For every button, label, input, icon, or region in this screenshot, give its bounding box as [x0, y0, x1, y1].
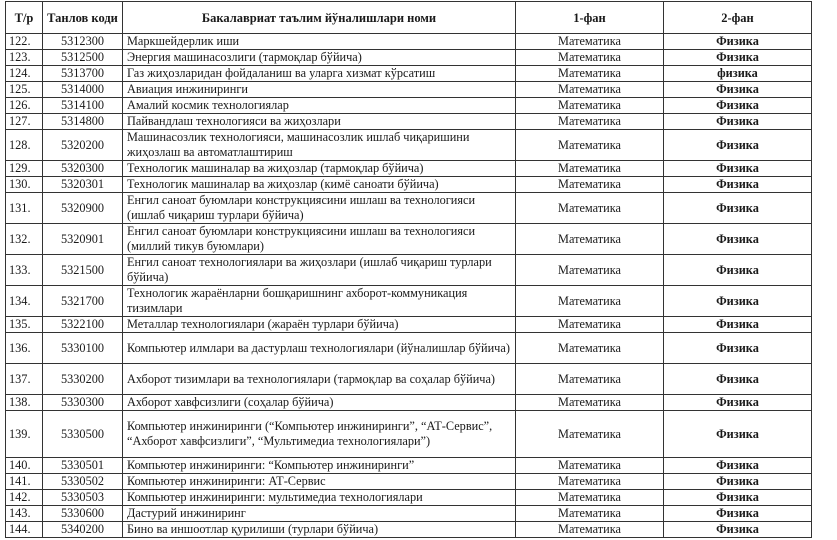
- program-code: 5320301: [43, 177, 123, 193]
- program-code: 5330200: [43, 364, 123, 395]
- program-name: Бино ва иншоотлар қурилиши (турлари бўйича): [123, 522, 516, 538]
- program-name: Дастурий инжиниринг: [123, 506, 516, 522]
- subject-2: Физика: [664, 317, 812, 333]
- row-number: 141.: [6, 474, 43, 490]
- row-number: 139.: [6, 411, 43, 458]
- programs-table: [5, 1, 812, 538]
- table-row: [6, 506, 812, 522]
- row-number: 136.: [6, 333, 43, 364]
- table-row: [6, 34, 812, 50]
- table-row: [6, 224, 812, 255]
- program-name: Компьютер инжиниринги: АТ-Сервис: [123, 474, 516, 490]
- subject-2: Физика: [664, 522, 812, 538]
- subject-1: Математика: [516, 474, 664, 490]
- subject-1: Математика: [516, 130, 664, 161]
- program-code: 5340200: [43, 522, 123, 538]
- table-row: [6, 458, 812, 474]
- subject-1: Математика: [516, 458, 664, 474]
- table-row: [6, 177, 812, 193]
- program-code: 5322100: [43, 317, 123, 333]
- subject-1: Математика: [516, 66, 664, 82]
- program-name: Машинасозлик технологияси, машинасозлик ишлаб чиқаришини жиҳозлаш ва автоматлаштириш: [123, 130, 516, 161]
- program-name: Енгил саноат буюмлари конструкциясини ишлаш ва технологияси (ишлаб чиқариш турлари бўйича): [123, 193, 516, 224]
- row-number: 135.: [6, 317, 43, 333]
- program-name: Авиация инжиниринги: [123, 82, 516, 98]
- program-code: 5320900: [43, 193, 123, 224]
- header-num: Т/р: [6, 2, 43, 34]
- table-row: [6, 395, 812, 411]
- row-number: 140.: [6, 458, 43, 474]
- table-row: [6, 193, 812, 224]
- row-number: 131.: [6, 193, 43, 224]
- table-row: [6, 317, 812, 333]
- header-name: Бакалавриат таълим йўналишлари номи: [123, 2, 516, 34]
- program-name: Технологик машиналар ва жиҳозлар (кимё саноати бўйича): [123, 177, 516, 193]
- program-code: 5330502: [43, 474, 123, 490]
- row-number: 125.: [6, 82, 43, 98]
- subject-1: Математика: [516, 286, 664, 317]
- program-name: Технологик жараёнларни бошқаришнинг ахборот-коммуникация тизимлари: [123, 286, 516, 317]
- program-name: Газ жиҳозларидан фойдаланиш ва уларга хизмат кўрсатиш: [123, 66, 516, 82]
- subject-1: Математика: [516, 34, 664, 50]
- row-number: 127.: [6, 114, 43, 130]
- subject-1: Математика: [516, 82, 664, 98]
- program-code: 5321700: [43, 286, 123, 317]
- subject-1: Математика: [516, 193, 664, 224]
- program-code: 5312500: [43, 50, 123, 66]
- subject-2: Физика: [664, 34, 812, 50]
- row-number: 133.: [6, 255, 43, 286]
- header-code: Танлов коди: [43, 2, 123, 34]
- header-subject1: 1-фан: [516, 2, 664, 34]
- program-code: 5321500: [43, 255, 123, 286]
- program-name: Металлар технологиялари (жараён турлари бўйича): [123, 317, 516, 333]
- table-row: [6, 474, 812, 490]
- row-number: 124.: [6, 66, 43, 82]
- subject-2: Физика: [664, 177, 812, 193]
- program-name: Энергия машинасозлиги (тармоқлар бўйича): [123, 50, 516, 66]
- table-row: [6, 411, 812, 458]
- subject-2: Физика: [664, 458, 812, 474]
- program-name: Компьютер илмлари ва дастурлаш технологиялари (йўналишлар бўйича): [123, 333, 516, 364]
- row-number: 122.: [6, 34, 43, 50]
- subject-1: Математика: [516, 411, 664, 458]
- row-number: 129.: [6, 161, 43, 177]
- table-row: [6, 333, 812, 364]
- subject-2: физика: [664, 66, 812, 82]
- table-row: [6, 82, 812, 98]
- table-row: [6, 66, 812, 82]
- program-code: 5330100: [43, 333, 123, 364]
- table-row: [6, 161, 812, 177]
- program-name: Амалий космик технологиялар: [123, 98, 516, 114]
- subject-1: Математика: [516, 224, 664, 255]
- program-name: Компьютер инжиниринги: “Компьютер инжиниринги”: [123, 458, 516, 474]
- program-code: 5330600: [43, 506, 123, 522]
- program-code: 5314100: [43, 98, 123, 114]
- table-row: [6, 50, 812, 66]
- subject-1: Математика: [516, 364, 664, 395]
- table-row: [6, 364, 812, 395]
- program-code: 5313700: [43, 66, 123, 82]
- subject-2: Физика: [664, 161, 812, 177]
- subject-1: Математика: [516, 255, 664, 286]
- program-name: Енгил саноат буюмлари конструкциясини ишлаш ва технологияси (миллий тикув буюмлари): [123, 224, 516, 255]
- program-code: 5330503: [43, 490, 123, 506]
- row-number: 130.: [6, 177, 43, 193]
- subject-2: Физика: [664, 82, 812, 98]
- table-header-row: [6, 2, 812, 34]
- program-name: Компьютер инжиниринги (“Компьютер инжиниринги”, “АТ-Сервис”, “Ахборот хавфсизлиги”, “Мультимедиа технологиялари”): [123, 411, 516, 458]
- row-number: 132.: [6, 224, 43, 255]
- header-subject2: 2-фан: [664, 2, 812, 34]
- program-code: 5312300: [43, 34, 123, 50]
- table-row: [6, 522, 812, 538]
- program-code: 5320200: [43, 130, 123, 161]
- program-code: 5320901: [43, 224, 123, 255]
- program-name: Енгил саноат технологиялари ва жиҳозлари (ишлаб чиқариш турлари бўйича): [123, 255, 516, 286]
- subject-2: Физика: [664, 474, 812, 490]
- program-name: Ахборот хавфсизлиги (соҳалар бўйича): [123, 395, 516, 411]
- subject-2: Физика: [664, 506, 812, 522]
- table-row: [6, 286, 812, 317]
- program-code: 5314800: [43, 114, 123, 130]
- row-number: 137.: [6, 364, 43, 395]
- program-name: Компьютер инжиниринги: мультимедиа технологиялари: [123, 490, 516, 506]
- program-code: 5320300: [43, 161, 123, 177]
- table-body: [6, 34, 812, 538]
- row-number: 134.: [6, 286, 43, 317]
- subject-1: Математика: [516, 50, 664, 66]
- subject-1: Математика: [516, 395, 664, 411]
- table-row: [6, 98, 812, 114]
- program-name: Технологик машиналар ва жиҳозлар (тармоқлар бўйича): [123, 161, 516, 177]
- subject-2: Физика: [664, 224, 812, 255]
- subject-1: Математика: [516, 161, 664, 177]
- table-row: [6, 255, 812, 286]
- table-row: [6, 114, 812, 130]
- subject-2: Физика: [664, 50, 812, 66]
- subject-1: Математика: [516, 317, 664, 333]
- subject-1: Математика: [516, 114, 664, 130]
- row-number: 144.: [6, 522, 43, 538]
- program-name: Маркшейдерлик иши: [123, 34, 516, 50]
- subject-1: Математика: [516, 177, 664, 193]
- subject-2: Физика: [664, 395, 812, 411]
- subject-1: Математика: [516, 522, 664, 538]
- row-number: 123.: [6, 50, 43, 66]
- table-row: [6, 130, 812, 161]
- subject-2: Физика: [664, 98, 812, 114]
- row-number: 143.: [6, 506, 43, 522]
- subject-2: Физика: [664, 114, 812, 130]
- subject-1: Математика: [516, 490, 664, 506]
- subject-2: Физика: [664, 193, 812, 224]
- program-code: 5330501: [43, 458, 123, 474]
- row-number: 142.: [6, 490, 43, 506]
- subject-2: Физика: [664, 130, 812, 161]
- subject-2: Физика: [664, 364, 812, 395]
- subject-1: Математика: [516, 333, 664, 364]
- program-code: 5314000: [43, 82, 123, 98]
- row-number: 138.: [6, 395, 43, 411]
- program-name: Пайвандлаш технологияси ва жиҳозлари: [123, 114, 516, 130]
- row-number: 128.: [6, 130, 43, 161]
- table-row: [6, 490, 812, 506]
- subject-2: Физика: [664, 490, 812, 506]
- subject-2: Физика: [664, 255, 812, 286]
- program-name: Ахборот тизимлари ва технологиялари (тармоқлар ва соҳалар бўйича): [123, 364, 516, 395]
- subject-1: Математика: [516, 506, 664, 522]
- subject-2: Физика: [664, 411, 812, 458]
- subject-2: Физика: [664, 286, 812, 317]
- program-code: 5330500: [43, 411, 123, 458]
- subject-2: Физика: [664, 333, 812, 364]
- subject-1: Математика: [516, 98, 664, 114]
- program-code: 5330300: [43, 395, 123, 411]
- row-number: 126.: [6, 98, 43, 114]
